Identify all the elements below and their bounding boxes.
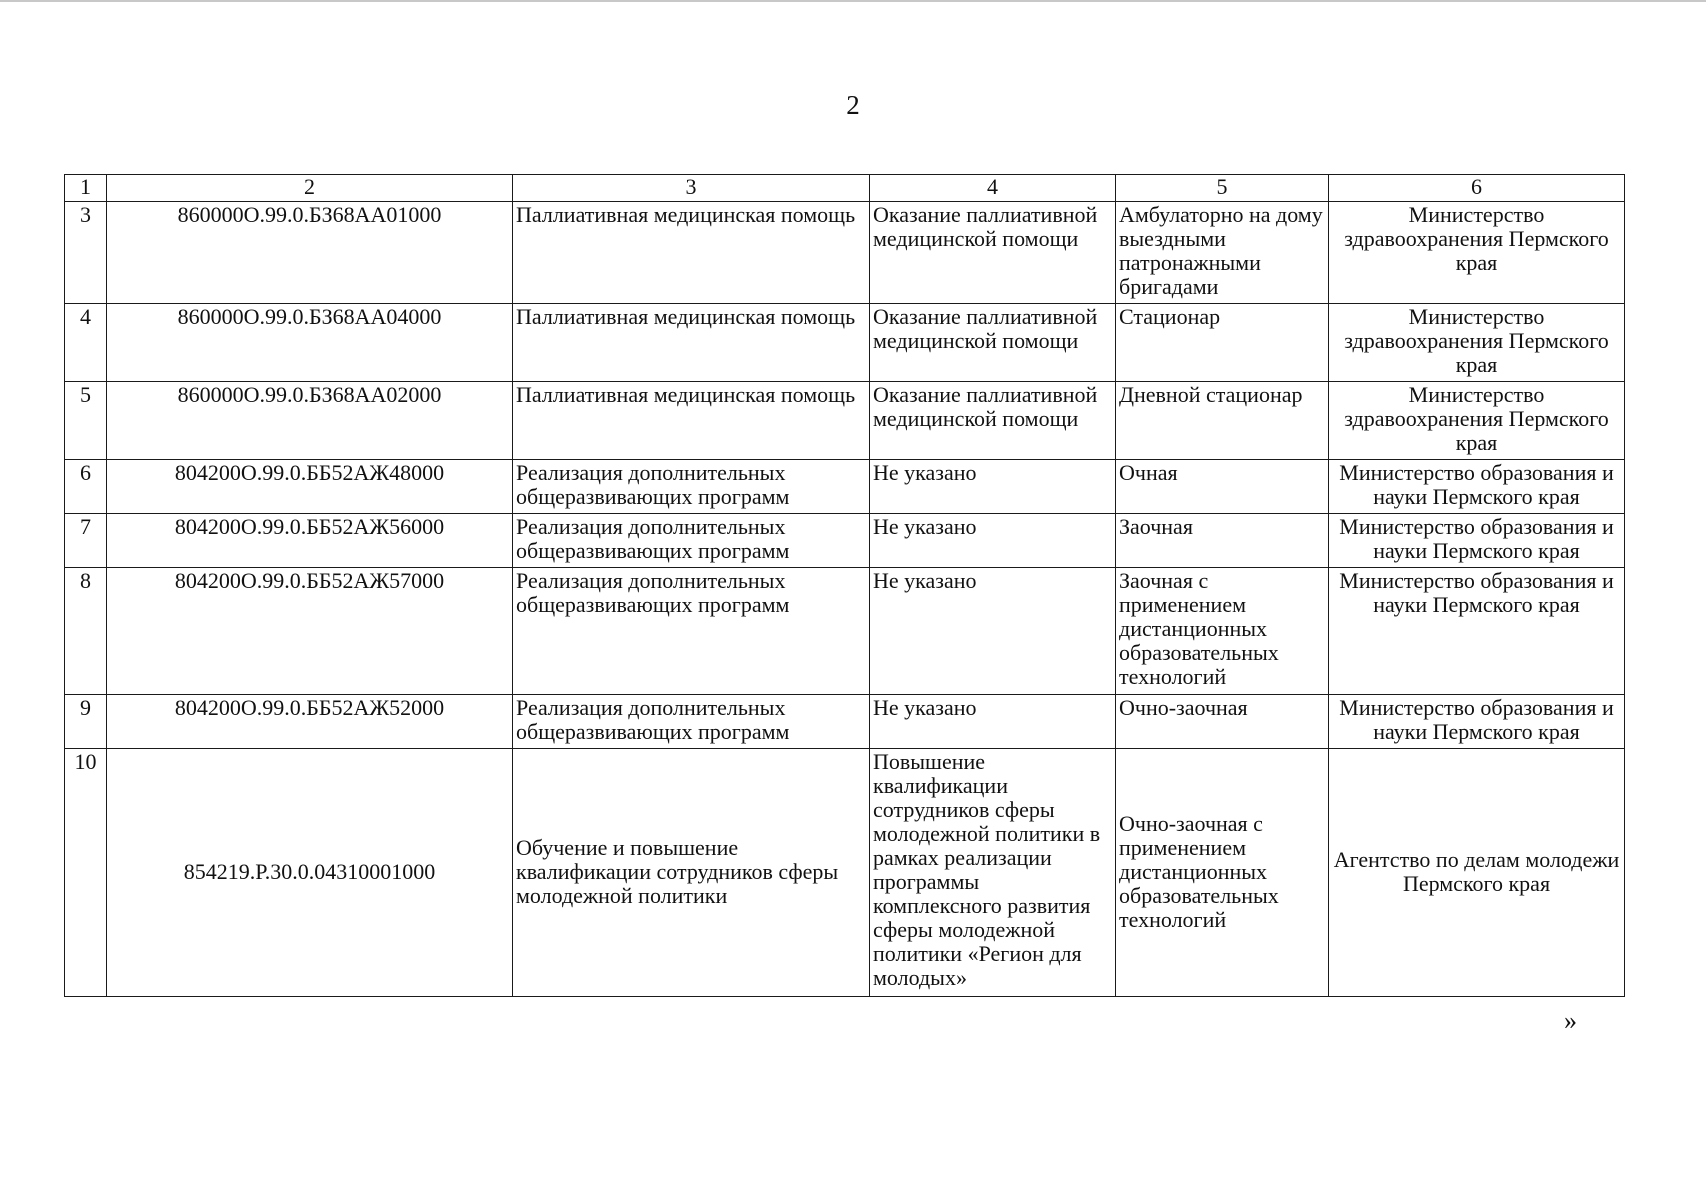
col-header-1: 1 [65, 175, 107, 202]
row-number: 10 [65, 749, 107, 997]
service-name: Реализация дополнительных общеразвивающих программ [513, 514, 870, 568]
service-content: Не указано [870, 695, 1116, 749]
service-form: Очно-заочная [1116, 695, 1329, 749]
row-number: 4 [65, 304, 107, 382]
responsible-authority: Министерство образования и науки Пермского края [1329, 568, 1625, 695]
service-name: Реализация дополнительных общеразвивающих программ [513, 568, 870, 695]
service-name: Обучение и повышение квалификации сотрудников сферы молодежной политики [513, 749, 870, 997]
header-row [65, 175, 1625, 202]
service-name: Паллиативная медицинская помощь [513, 202, 870, 304]
row-number: 8 [65, 568, 107, 695]
service-name: Паллиативная медицинская помощь [513, 382, 870, 460]
table-row [65, 460, 1625, 514]
service-name: Реализация дополнительных общеразвивающих программ [513, 695, 870, 749]
service-content: Оказание паллиативной медицинской помощи [870, 304, 1116, 382]
row-number: 9 [65, 695, 107, 749]
scan-edge [0, 0, 1706, 2]
service-form: Амбулаторно на дому выездными патронажными бригадами [1116, 202, 1329, 304]
responsible-authority: Министерство образования и науки Пермского края [1329, 514, 1625, 568]
service-form: Заочная с применением дистанционных образовательных технологий [1116, 568, 1329, 695]
service-code: 860000О.99.0.БЗ68АА01000 [107, 202, 513, 304]
service-code: 854219.Р.30.0.04310001000 [107, 749, 513, 997]
service-content: Повышение квалификации сотрудников сферы молодежной политики в рамках реализации программы комплексного развития сферы молодежной политики «Регион для молодых» [870, 749, 1116, 997]
col-header-3: 3 [513, 175, 870, 202]
service-content: Оказание паллиативной медицинской помощи [870, 382, 1116, 460]
service-code: 804200О.99.0.ББ52АЖ56000 [107, 514, 513, 568]
responsible-authority: Министерство образования и науки Пермского края [1329, 460, 1625, 514]
col-header-4: 4 [870, 175, 1116, 202]
responsible-authority: Министерство образования и науки Пермского края [1329, 695, 1625, 749]
table-row [65, 749, 1625, 997]
service-name: Паллиативная медицинская помощь [513, 304, 870, 382]
table-row [65, 695, 1625, 749]
table-row [65, 304, 1625, 382]
service-code: 860000О.99.0.БЗ68АА04000 [107, 304, 513, 382]
service-content: Не указано [870, 460, 1116, 514]
col-header-5: 5 [1116, 175, 1329, 202]
page-number: 2 [846, 90, 860, 120]
closing-quote: » [1564, 1006, 1577, 1035]
service-content: Оказание паллиативной медицинской помощи [870, 202, 1116, 304]
service-name: Реализация дополнительных общеразвивающих программ [513, 460, 870, 514]
table-row [65, 202, 1625, 304]
service-form: Очно-заочная с применением дистанционных образовательных технологий [1116, 749, 1329, 997]
service-form: Очная [1116, 460, 1329, 514]
service-form: Дневной стационар [1116, 382, 1329, 460]
row-number: 7 [65, 514, 107, 568]
service-code: 804200О.99.0.ББ52АЖ48000 [107, 460, 513, 514]
table-row [65, 514, 1625, 568]
col-header-6: 6 [1329, 175, 1625, 202]
row-number: 5 [65, 382, 107, 460]
responsible-authority: Министерство здравоохранения Пермского края [1329, 202, 1625, 304]
col-header-2: 2 [107, 175, 513, 202]
services-table [64, 174, 1625, 997]
row-number: 3 [65, 202, 107, 304]
service-content: Не указано [870, 568, 1116, 695]
service-code: 804200О.99.0.ББ52АЖ52000 [107, 695, 513, 749]
service-code: 860000О.99.0.БЗ68АА02000 [107, 382, 513, 460]
service-form: Стационар [1116, 304, 1329, 382]
table-row [65, 568, 1625, 695]
responsible-authority: Министерство здравоохранения Пермского края [1329, 382, 1625, 460]
service-form: Заочная [1116, 514, 1329, 568]
table-row [65, 382, 1625, 460]
row-number: 6 [65, 460, 107, 514]
responsible-authority: Агентство по делам молодежи Пермского края [1329, 749, 1625, 997]
responsible-authority: Министерство здравоохранения Пермского края [1329, 304, 1625, 382]
service-code: 804200О.99.0.ББ52АЖ57000 [107, 568, 513, 695]
service-content: Не указано [870, 514, 1116, 568]
